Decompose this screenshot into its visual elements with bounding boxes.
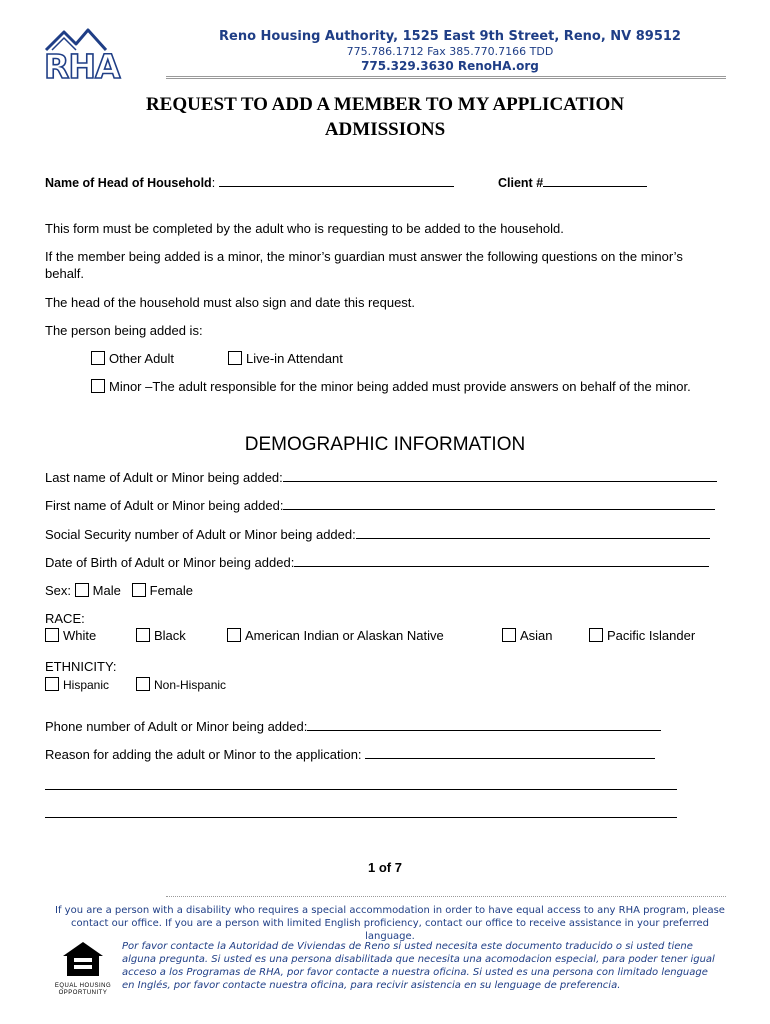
head-of-household-row: Name of Head of Household: (45, 176, 454, 190)
race-black-checkbox[interactable] (136, 628, 150, 642)
org-phone-web: 775.329.3630 RenoHA.org (361, 59, 539, 73)
footer-english-notice: If you are a person with a disability who requires a special accommodation in order to have equal access to any RHA program, please contact our office. If you are a person with limited English proficiency, contact our office to receive assistance in your preferred language. (55, 905, 725, 942)
option-live-in-attendant[interactable]: Live-in Attendant (228, 351, 343, 366)
dob-field[interactable] (294, 566, 709, 567)
form-title: REQUEST TO ADD A MEMBER TO MY APPLICATION (145, 94, 625, 115)
head-of-household-field[interactable] (219, 186, 454, 187)
race-pacific-islander-checkbox[interactable] (589, 628, 603, 642)
dob-row: Date of Birth of Adult or Minor being added: (45, 555, 709, 570)
ssn-field[interactable] (356, 538, 710, 539)
race-white-checkbox[interactable] (45, 628, 59, 642)
instruction-text: This form must be completed by the adult who is requesting to be added to the household. (45, 221, 564, 236)
instruction-text: The person being added is: (45, 323, 203, 338)
first-name-field[interactable] (283, 509, 715, 510)
ethnicity-non-hispanic-checkbox[interactable] (136, 677, 150, 691)
sex-male-checkbox[interactable] (75, 583, 89, 597)
sex-female-checkbox[interactable] (132, 583, 146, 597)
logo-text: RHA (44, 47, 120, 82)
last-name-row: Last name of Adult or Minor being added: (45, 470, 717, 485)
instruction-text: The head of the household must also sign and date this request. (45, 295, 416, 310)
org-address: Reno Housing Authority, 1525 East 9th Street, Reno, NV 89512 (219, 29, 681, 44)
race-asian-checkbox[interactable] (502, 628, 516, 642)
ethnicity-option-hispanic[interactable]: Hispanic (45, 677, 109, 692)
ethnicity-label: ETHNICITY: (45, 659, 117, 674)
equal-housing-logo: EQUAL HOUSING OPPORTUNITY (52, 940, 114, 1000)
phone-field[interactable] (307, 730, 661, 731)
org-phone-fax: 775.786.1712 Fax 385.770.7166 TDD (346, 45, 554, 58)
race-label: RACE: (45, 611, 85, 626)
reason-field[interactable] (365, 758, 655, 759)
client-number-row (498, 176, 647, 190)
race-option-white[interactable]: White (45, 628, 96, 643)
other-adult-checkbox[interactable] (91, 351, 105, 365)
page-number: 1 of 7 (368, 860, 402, 875)
race-option-black[interactable]: Black (136, 628, 186, 643)
ethnicity-hispanic-checkbox[interactable] (45, 677, 59, 691)
minor-checkbox[interactable] (91, 379, 105, 393)
race-option-pacific-islander[interactable]: Pacific Islander (589, 628, 695, 643)
reason-continuation-line[interactable] (45, 789, 677, 790)
first-name-row: First name of Adult or Minor being added: (45, 498, 715, 513)
footer-divider (166, 896, 726, 897)
phone-row: Phone number of Adult or Minor being added: (45, 719, 661, 734)
option-minor[interactable]: Minor –The adult responsible for the minor being added must provide answers on behalf of the minor. (91, 379, 691, 394)
race-option-american-indian[interactable]: American Indian or Alaskan Native (227, 628, 444, 643)
form-subtitle: ADMISSIONS (324, 119, 446, 140)
race-option-asian[interactable]: Asian (502, 628, 553, 643)
footer-spanish-notice: Por favor contacte la Autoridad de Viviendas de Reno si usted necesita este documento traducido o si usted tiene alguna pregunta. Si usted es una persona disabilitada que necesita una acomodacion especial, para poder tener igual acceso a los Programas de RHA, por favor contacte a nuestra oficina. Si usted es una persona con limitado lenguage en Inglés, por favor contacte nuestra oficina, para recivir asistencia en su lenguage de preferencia. (122, 941, 715, 991)
live-in-attendant-checkbox[interactable] (228, 351, 242, 365)
instruction-text: If the member being added is a minor, the minor’s guardian must answer the following questions on the minor’s (45, 249, 683, 264)
equal-housing-icon (61, 940, 105, 978)
demographic-heading: DEMOGRAPHIC INFORMATION (244, 434, 526, 455)
ethnicity-option-non-hispanic[interactable]: Non-Hispanic (136, 677, 226, 692)
client-number-label: Client # (498, 176, 544, 190)
rha-logo (42, 24, 154, 82)
last-name-field[interactable] (283, 481, 717, 482)
head-of-household-label: Name of Head of Household (45, 176, 212, 190)
race-american-indian-checkbox[interactable] (227, 628, 241, 642)
ssn-row: Social Security number of Adult or Minor being added: (45, 527, 710, 542)
client-number-field[interactable] (543, 186, 647, 187)
instruction-text: behalf. (45, 266, 85, 281)
sex-row: Sex: Male Female (45, 583, 194, 598)
option-other-adult[interactable]: Other Adult (91, 351, 174, 366)
reason-row: Reason for adding the adult or Minor to the application: (45, 747, 655, 762)
header-divider (166, 76, 726, 79)
reason-continuation-line[interactable] (45, 817, 677, 818)
